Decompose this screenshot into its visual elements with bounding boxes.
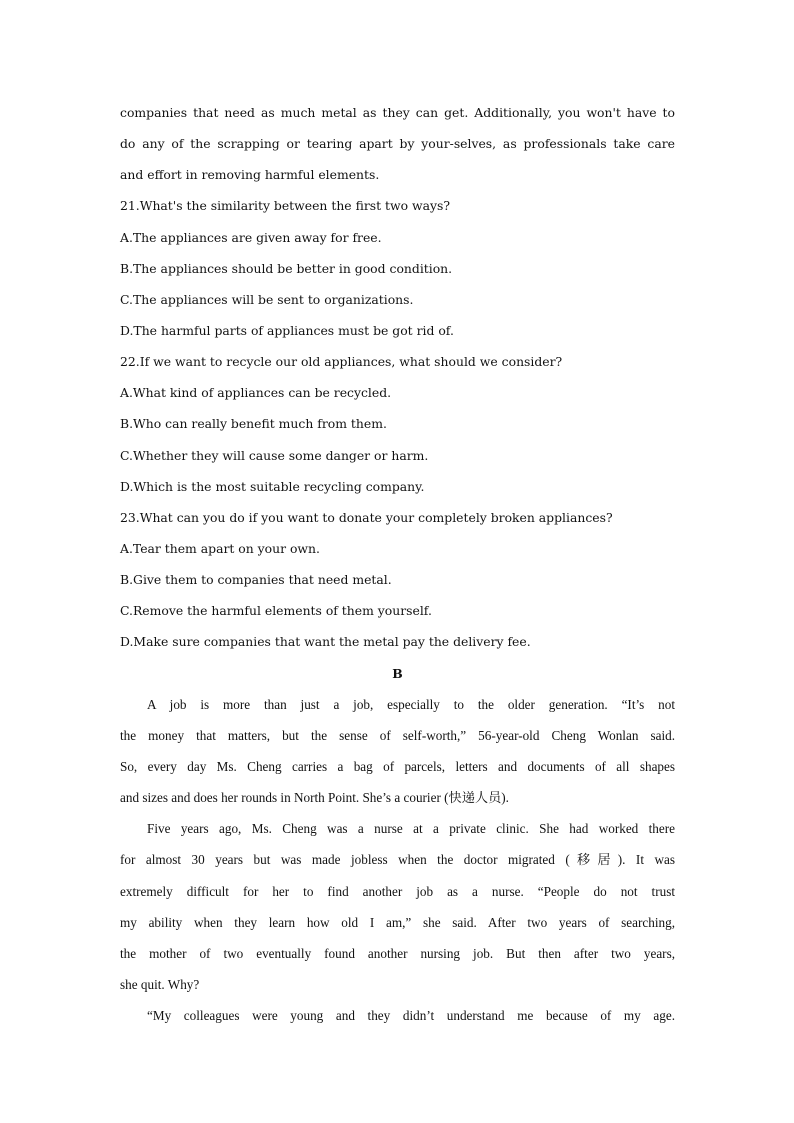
passage-b (120, 689, 675, 1032)
option-b: B.Give them to companies that need metal. (120, 572, 392, 588)
option-d: D.Make sure companies that want the metal pay the delivery fee. (120, 634, 531, 650)
question-23 (120, 502, 675, 658)
document-page (120, 97, 675, 1031)
option-a: A.What kind of appliances can be recycled. (120, 385, 392, 401)
text-line: A job is more than just a job, especially to the older generation. “It’s not (147, 696, 675, 712)
question-22 (120, 346, 675, 502)
text-line: “My colleagues were young and they didn’t understand me because of my age. (147, 1008, 675, 1024)
question-21 (120, 190, 675, 346)
text-line: for almost 30 years but was made jobless when the doctor migrated (移居). It was (120, 852, 675, 868)
text-line: Five years ago, Ms. Cheng was a nurse at a private clinic. She had worked there (147, 821, 675, 837)
option-a: A.The appliances are given away for free. (120, 229, 382, 245)
option-b: B.Who can really benefit much from them. (120, 416, 387, 432)
passage-a-tail (120, 97, 675, 190)
option-d: D.The harmful parts of appliances must be got rid of. (120, 322, 454, 338)
text-line: my ability when they learn how old I am,” she said. After two years of searching, (120, 914, 675, 930)
text-line: the mother of two eventually found another nursing job. But then after two years, (120, 945, 675, 961)
text-line: companies that need as much metal as they can get. Additionally, you won't have to (120, 105, 675, 120)
option-a: A.Tear them apart on your own. (120, 540, 320, 556)
text-line: the money that matters, but the sense of self-worth,” 56-year-old Cheng Wonlan said. (120, 727, 675, 743)
question-stem: 23.What can you do if you want to donate your completely broken appliances? (120, 509, 613, 525)
question-stem: 21.What's the similarity between the first two ways? (120, 198, 451, 214)
option-c: C.Remove the harmful elements of them yourself. (120, 603, 432, 619)
text-line: extremely difficult for her to find another job as a nurse. “People do not trust (120, 883, 675, 899)
option-c: C.The appliances will be sent to organizations. (120, 291, 414, 307)
text-line: So, every day Ms. Cheng carries a bag of parcels, letters and documents of all shapes (120, 758, 675, 774)
text-line: do any of the scrapping or tearing apart by your-selves, as professionals take care (120, 136, 675, 152)
section-heading: B (392, 665, 403, 681)
option-d: D.Which is the most suitable recycling company. (120, 478, 425, 494)
question-stem: 22.If we want to recycle our old appliances, what should we consider? (120, 354, 563, 370)
option-b: B.The appliances should be better in good condition. (120, 260, 453, 276)
text-line: and effort in removing harmful elements. (120, 167, 380, 183)
option-c: C.Whether they will cause some danger or harm. (120, 447, 429, 463)
text-line: she quit. Why? (120, 976, 200, 992)
text-line: and sizes and does her rounds in North Point. She’s a courier (快递人员). (120, 790, 509, 806)
